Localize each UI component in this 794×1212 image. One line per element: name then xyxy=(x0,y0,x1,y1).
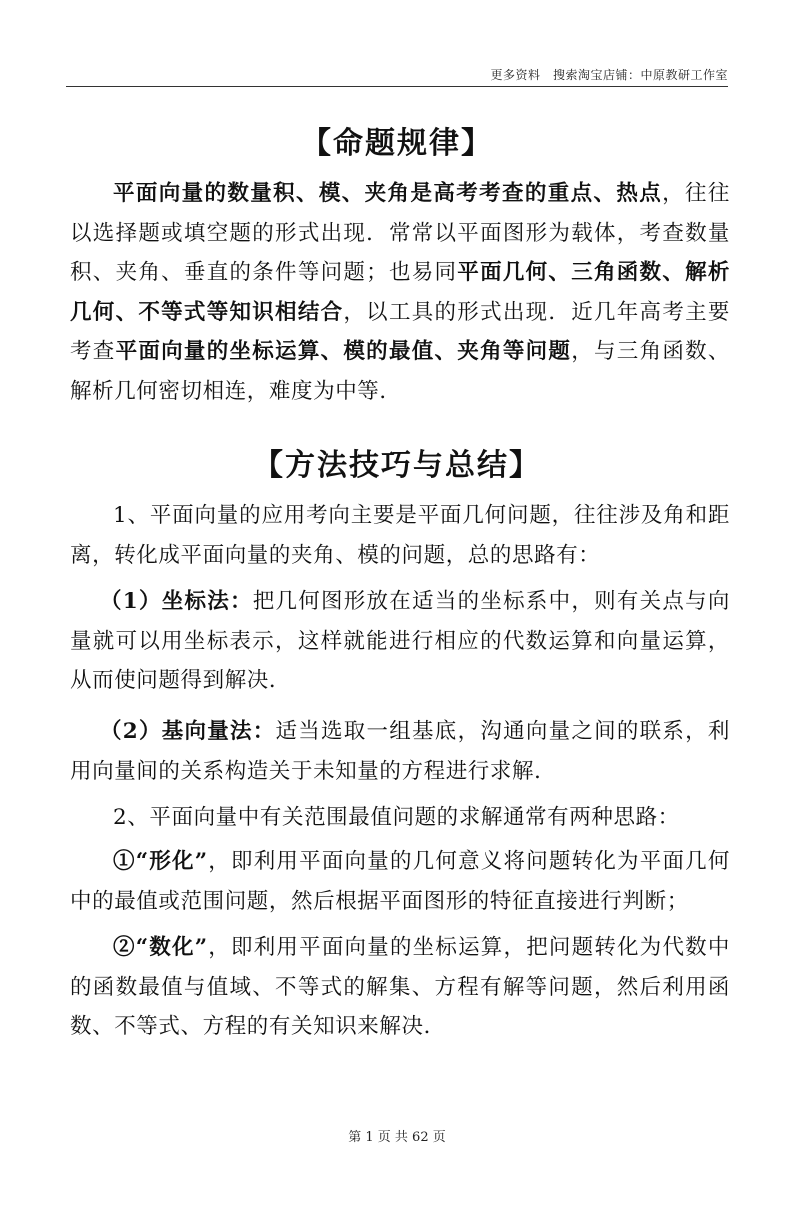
proposition-rules-paragraph xyxy=(70,174,730,411)
text-run: ，即利用平面向量的几何意义将问题转化为平面几何中的最值或范围问题，然后根据平面图形的特征直接进行判断； xyxy=(70,849,730,914)
text-run: ，即利用平面向量的坐标运算，把问题转化为代数中的函数最值与值域、不等式的解集、方程有解等问题，然后利用函数、不等式、方程的有关知识来解决． xyxy=(70,935,730,1039)
method-paragraph-shape-approach xyxy=(70,842,730,921)
method-paragraph-coordinate xyxy=(70,582,730,701)
method-paragraph-1 xyxy=(70,496,730,575)
bold-text-run: 平面几何、三角函数、解析几何、不等式等知识相结合 xyxy=(70,260,730,325)
text-run: ，与三角函数、解析几何密切相连，难度为中等． xyxy=(70,339,731,404)
method-paragraph-number-approach xyxy=(70,928,730,1047)
page-number: 第 1 页 共 62 页 xyxy=(348,1130,446,1145)
text-run: 1、平面向量的应用考向主要是平面几何问题，往往涉及角和距离，转化成平面向量的夹角、模的问题，总的思路有： xyxy=(70,503,730,568)
text-run: 适当选取一组基底，沟通向量之间的联系，利用向量间的关系构造关于未知量的方程进行求解． xyxy=(70,719,730,784)
bold-text-run: ②“数化” xyxy=(113,935,208,960)
text-run: 把几何图形放在适当的坐标系中，则有关点与向量就可以用坐标表示，这样就能进行相应的代数运算和向量运算，从而使问题得到解决． xyxy=(70,589,730,693)
header-divider xyxy=(66,86,728,87)
bold-text-run: （1）坐标法： xyxy=(100,589,253,614)
section-title-proposition-rules: 【命题规律】 xyxy=(301,126,493,161)
bold-text-run: 平面向量的数量积、模、夹角是高考考查的重点、热点 xyxy=(113,181,663,206)
bold-text-run: （2）基向量法： xyxy=(100,719,276,744)
bold-text-run: 平面向量的坐标运算、模的最值、夹角等问题 xyxy=(115,339,572,364)
method-paragraph-basis-vector xyxy=(70,712,730,791)
section-title-methods-summary: 【方法技巧与总结】 xyxy=(253,448,541,483)
method-paragraph-2 xyxy=(70,798,730,838)
text-run: 2、平面向量中有关范围最值问题的求解通常有两种思路： xyxy=(113,805,680,830)
text-run: ，往往以选择题或填空题的形式出现．常常以平面图形为载体，考查数量积、夹角、垂直的条件等问题；也易同 xyxy=(70,181,730,285)
text-run: ，以工具的形式出现．近几年高考主要考查 xyxy=(70,299,731,364)
bold-text-run: ①“形化” xyxy=(113,849,208,874)
page-header: 更多资料 搜索淘宝店铺：中原教研工作室 xyxy=(490,68,728,82)
